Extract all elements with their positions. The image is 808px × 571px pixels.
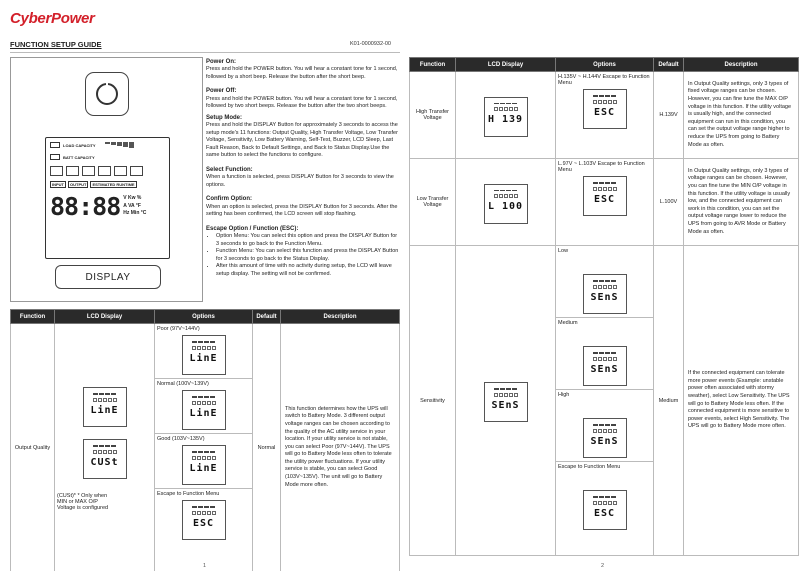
option-item: Low SEnS	[556, 246, 653, 318]
transfer-sensitivity-table	[409, 57, 799, 556]
lcd-digits: 88:88	[50, 192, 121, 221]
options-cell	[155, 324, 253, 571]
runtime-label: ESTIMATED RUNTIME	[92, 182, 135, 187]
col-options: Options	[155, 310, 253, 324]
option-item: Escape to Function Menu ESC	[556, 462, 653, 533]
default-cell: H.139V	[654, 72, 684, 159]
option-item: Medium SEnS	[556, 318, 653, 390]
setup-mode-text: Press and hold the DISPLAY Button for approximately 3 seconds to access the setup mode's 11 functions: Output Quality, High Transfer Voltage, Low Transfer Voltage, Sensitivity, Low Battery Warning, Self-Test, Buzzer, LCD Sleep, Last Fault Reason, Back to Default Settings, and Back to Status Display.Use the same button to select the functions to configure.	[206, 122, 398, 159]
select-function-text: When a function is selected, press DISPLAY Button for 3 seconds to view the options.	[206, 174, 394, 188]
output-label: OUTPUT	[70, 182, 87, 187]
col-description: Description	[684, 58, 799, 72]
document-number: K01-0000932-00	[350, 41, 391, 47]
description-cell: In Output Quality settings, only 3 types of fixed voltage ranges can be chosen. However, you can fine tune the MAX O/P voltage in this function. If the utility voltage is usually high, and the connected equipment can run in this condition, you can set the output voltage range higher to reduce the UPS from going to Battery Mode as often.	[684, 72, 799, 159]
lcd-note: (CUSt)* * Only when MIN or MAX O/P Voltage is configured	[57, 493, 109, 511]
option-item: Escape to Function Menu ESC	[155, 489, 252, 543]
col-lcd: LCD Display	[456, 58, 556, 72]
description-cell: In Output Quality settings, only 3 types of voltage ranges can be chosen. However, you can fine tune the MIN O/P voltage in this function. If the utility voltage is usually low, and the connected equipment can work in this condition, you can set the output voltage range lower to reduce the UPS from going to AVR Mode or Battery Mode as often.	[684, 159, 799, 246]
option-item: High SEnS	[556, 390, 653, 462]
page-number-left: 1	[203, 563, 207, 569]
units-row-3: Hz Min °C	[123, 210, 147, 217]
default-cell: Medium	[654, 246, 684, 556]
lcd-display: L 100	[484, 184, 528, 224]
col-function: Function	[410, 58, 456, 72]
header-divider	[10, 52, 400, 53]
setup-mode-title: Setup Mode:	[206, 114, 242, 121]
function-cell: Low Transfer Voltage	[410, 159, 456, 246]
power-on-text: Press and hold the POWER button. You will hear a constant tone for 1 second, followed by a short beep. Release the button after the short beep.	[206, 66, 398, 80]
input-label: INPUT	[52, 182, 64, 187]
display-button-illustration: DISPLAY	[55, 265, 161, 289]
option-item: H.135V ~ H.144V Escape to Function Menu ESC	[556, 72, 653, 132]
lcd-display: H 139	[484, 97, 528, 137]
lcd-display: SEnS	[484, 382, 528, 422]
power-off-text: Press and hold the POWER button. You will hear a constant tone for 1 second, followed by two short beeps. Release the button after the two short beeps.	[206, 95, 398, 110]
col-default: Default	[253, 310, 281, 324]
select-function-title: Select Function:	[206, 167, 253, 173]
power-button-illustration	[85, 72, 129, 116]
lcd-display: LinE	[83, 387, 127, 427]
units-row-2: A VA °F	[123, 202, 141, 209]
description-cell: If the connected equipment can tolerate more power events (Example: unstable power often associated with stormy weather), select Low Sensitivity. The UPS will go to Battery Mode less often. If the connected equipment is more sensitive to power events, select High Sensitivity. The UPS will go to Battery Mode more often.	[684, 246, 799, 556]
guide-title: FUNCTION SETUP GUIDE	[10, 40, 102, 49]
options-cell	[556, 72, 654, 159]
col-function: Function	[11, 310, 55, 324]
col-lcd: LCD Display	[55, 310, 155, 324]
col-default: Default	[654, 58, 684, 72]
escape-item: • Function Menu: You can select this function and press the DISPLAY Button for 3 seconds to go back to the Status Display.	[216, 248, 400, 263]
default-cell: L.100V	[654, 159, 684, 246]
lcd-cell	[456, 72, 556, 159]
lcd-cell	[456, 246, 556, 556]
function-cell: Output Quality	[11, 324, 55, 571]
escape-item: • After this amount of time with no activity during setup, the LCD will leave setup display. The setting will not be confirmed.	[216, 263, 400, 278]
function-cell: Sensitivity	[410, 246, 456, 556]
escape-title: Escape Option / Function (ESC):	[206, 225, 299, 232]
escape-item: • Option Menu: You can select this option and press the DISPLAY Button for 3 seconds to go back to the Function Menu.	[216, 233, 400, 248]
option-item: L.97V ~ L.103V Escape to Function Menu ESC	[556, 159, 653, 219]
power-off-title: Power Off:	[206, 88, 237, 95]
lcd-cell	[55, 324, 155, 571]
option-item: Poor (97V~144V) LinE	[155, 324, 252, 379]
function-cell: High Transfer Voltage	[410, 72, 456, 159]
page-number-right: 2	[601, 563, 605, 569]
escape-list	[216, 233, 400, 278]
options-cell	[556, 246, 654, 556]
load-capacity-label: LOAD CAPACITY	[63, 142, 96, 148]
description-cell: This function determines how the UPS will switch to Battery Mode. 3 different output voltage ranges can be chosen according to the quality of the AC utility service in your location. If your utility service is not stable, you can select Poor (97V~144V). The UPS will go to Battery Mode less often to tolerate the utility power fluctuations. If your utility service is stable, you can select Good (103V~135V). The unit will go to Battery Mode more often.	[281, 324, 400, 571]
default-cell: Normal	[253, 324, 281, 571]
confirm-option-text: When an option is selected, press the DISPLAY Button for 3 seconds. After the setting has been confirmed, the LCD screen will stop flashing.	[206, 203, 398, 218]
output-quality-table	[10, 309, 400, 571]
lcd-panel-illustration	[45, 137, 170, 259]
battery-capacity-label: BATT CAPACITY	[63, 154, 95, 160]
instructions	[206, 58, 400, 279]
brand-logo: CyberPower	[10, 10, 95, 27]
col-options: Options	[556, 58, 654, 72]
units-row-1: V Kw %	[123, 195, 142, 202]
col-description: Description	[281, 310, 400, 324]
option-item: Normal (100V~139V) LinE	[155, 379, 252, 434]
confirm-option-title: Confirm Option:	[206, 196, 252, 203]
lcd-display: CUSt	[83, 439, 127, 479]
option-item: Good (103V~135V) LinE	[155, 434, 252, 489]
options-cell	[556, 159, 654, 246]
lcd-cell	[456, 159, 556, 246]
power-icon	[96, 83, 118, 105]
power-on-title: Power On:	[206, 59, 237, 65]
